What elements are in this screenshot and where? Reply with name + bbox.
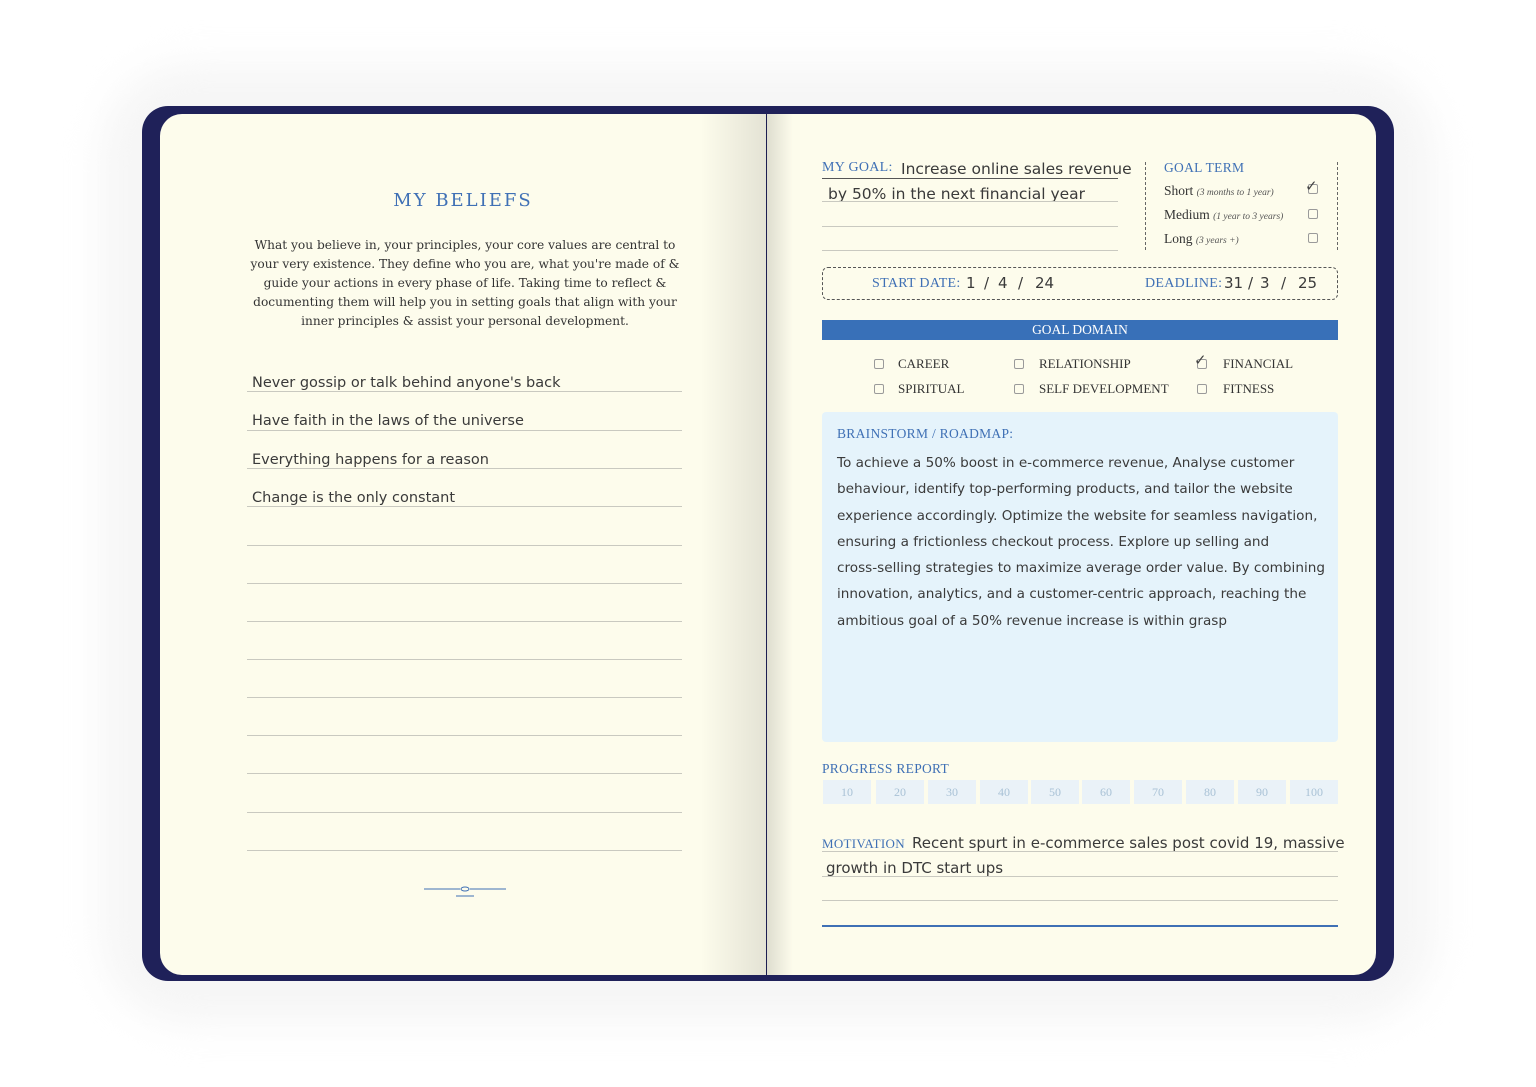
belief-entry[interactable]: Everything happens for a reason — [252, 452, 489, 468]
progress-step[interactable]: 60 — [1082, 780, 1130, 804]
goal-line[interactable] — [822, 226, 1118, 227]
motivation-line — [822, 876, 1338, 877]
progress-step[interactable]: 80 — [1186, 780, 1234, 804]
writing-line — [247, 468, 682, 469]
checkmark-icon: ✓ — [1305, 177, 1318, 195]
brainstorm-line: behaviour, identify top-performing products, and tailor the website — [837, 481, 1293, 498]
beliefs-title: MY BELIEFS — [393, 190, 533, 211]
term-detail: (3 months to 1 year) — [1196, 188, 1274, 198]
belief-entry[interactable]: Have faith in the laws of the universe — [252, 413, 524, 429]
motivation-bottom-line — [822, 925, 1338, 927]
goal-line — [822, 201, 1118, 202]
domain-label-fitness[interactable]: FITNESS — [1223, 381, 1275, 396]
term-long-checkbox[interactable] — [1308, 233, 1318, 243]
writing-line[interactable] — [247, 697, 682, 698]
writing-line[interactable] — [247, 773, 682, 774]
brainstorm-line: experience accordingly. Optimize the website for seamless navigation, — [837, 507, 1318, 524]
goal-term-label: GOAL TERM — [1164, 160, 1245, 175]
domain-checkbox-fitness[interactable] — [1197, 384, 1207, 394]
deadline-year[interactable]: 25 — [1298, 274, 1318, 292]
domain-label-relationship[interactable]: RELATIONSHIP — [1039, 356, 1131, 371]
brainstorm-line: cross-selling strategies to maximize average order value. By combining — [837, 560, 1325, 577]
goal-line[interactable] — [822, 250, 1118, 251]
goal-domain-header: GOAL DOMAIN — [822, 320, 1338, 340]
progress-label: PROGRESS REPORT — [822, 761, 950, 776]
deadline-label: DEADLINE: — [1145, 276, 1223, 291]
writing-line — [247, 430, 682, 431]
progress-step[interactable]: 100 — [1290, 780, 1338, 804]
progress-step[interactable]: 90 — [1238, 780, 1286, 804]
checkmark-icon: ✓ — [1194, 351, 1207, 369]
term-long[interactable] — [1164, 231, 1239, 247]
brainstorm-line: To achieve a 50% boost in e-commerce revenue, Analyse customer — [837, 455, 1295, 471]
start-year[interactable]: 24 — [1035, 274, 1055, 292]
date-separator: / — [984, 274, 990, 292]
spine-shade-left — [700, 114, 767, 975]
brainstorm-label: BRAINSTORM / ROADMAP: — [837, 426, 1014, 441]
term-name: Short — [1164, 183, 1194, 198]
start-month[interactable]: 4 — [998, 274, 1008, 292]
motivation-line[interactable] — [822, 900, 1338, 901]
domain-checkbox-spiritual[interactable] — [874, 384, 884, 394]
writing-line — [247, 506, 682, 507]
brainstorm-line: innovation, analytics, and a customer-centric approach, reaching the — [837, 586, 1307, 603]
deadline-day[interactable]: 31 — [1224, 274, 1244, 292]
ornament-divider-icon — [420, 882, 510, 900]
progress-step[interactable]: 30 — [928, 780, 976, 804]
motivation-label: MOTIVATION — [822, 836, 905, 851]
domain-checkbox-relationship[interactable] — [1014, 359, 1024, 369]
goal-label: MY GOAL: — [822, 160, 893, 175]
writing-line — [247, 391, 682, 392]
term-name: Long — [1164, 231, 1193, 246]
date-separator: / — [1281, 274, 1287, 292]
term-detail: (1 year to 3 years) — [1213, 212, 1284, 222]
writing-line[interactable] — [247, 812, 682, 813]
writing-line[interactable] — [247, 850, 682, 851]
deadline-month[interactable]: 3 — [1260, 274, 1270, 292]
writing-line[interactable] — [247, 621, 682, 622]
motivation-line2[interactable]: growth in DTC start ups — [826, 859, 1004, 877]
goal-text-line1[interactable]: Increase online sales revenue — [901, 160, 1132, 178]
progress-step[interactable]: 40 — [980, 780, 1028, 804]
term-medium-checkbox[interactable] — [1308, 209, 1318, 219]
term-name: Medium — [1164, 207, 1210, 222]
goal-term-divider — [1145, 162, 1146, 250]
brainstorm-line: ensuring a frictionless checkout process. Explore up selling and — [837, 533, 1270, 550]
writing-line[interactable] — [247, 659, 682, 660]
belief-entry[interactable]: Change is the only constant — [252, 490, 456, 506]
brainstorm-line: ambitious goal of a 50% revenue increase is within grasp — [837, 612, 1227, 629]
domain-label-financial[interactable]: FINANCIAL — [1223, 356, 1294, 371]
domain-checkbox-career[interactable] — [874, 359, 884, 369]
term-medium[interactable] — [1164, 207, 1283, 223]
goal-term-divider — [1337, 162, 1338, 250]
goal-text-line2[interactable]: by 50% in the next financial year — [828, 185, 1086, 203]
belief-entry[interactable]: Never gossip or talk behind anyone's back — [252, 375, 561, 391]
progress-step[interactable]: 70 — [1134, 780, 1182, 804]
writing-line[interactable] — [247, 583, 682, 584]
beliefs-intro: What you believe in, your principles, your core values are central to your very existence. They define who you are, what you're made of & guide your actions in every phase of life. Taking time to reflect & documenting them will help you in setting goals that align with your inner principles & assist your personal development. — [250, 238, 680, 328]
motivation-line — [822, 851, 1338, 852]
domain-label-career[interactable]: CAREER — [898, 356, 950, 371]
goal-line — [822, 178, 1118, 179]
progress-step[interactable]: 10 — [823, 780, 871, 804]
writing-line[interactable] — [247, 735, 682, 736]
domain-label-spiritual[interactable]: SPIRITUAL — [898, 381, 965, 396]
start-date-label: START DATE: — [872, 276, 961, 291]
term-detail: (3 years +) — [1195, 236, 1239, 246]
motivation-line1[interactable]: Recent spurt in e-commerce sales post covid 19, massive — [912, 834, 1345, 852]
domain-label-self-development[interactable]: SELF DEVELOPMENT — [1039, 381, 1169, 396]
progress-step[interactable]: 50 — [1031, 780, 1079, 804]
brainstorm-text[interactable] — [837, 450, 1327, 634]
date-separator: / — [1018, 274, 1024, 292]
term-short[interactable] — [1164, 183, 1274, 199]
start-day[interactable]: 1 — [966, 274, 976, 292]
spine-shade-right — [767, 114, 793, 975]
writing-line[interactable] — [247, 545, 682, 546]
domain-checkbox-self-development[interactable] — [1014, 384, 1024, 394]
date-separator: / — [1248, 274, 1254, 292]
progress-step[interactable]: 20 — [876, 780, 924, 804]
